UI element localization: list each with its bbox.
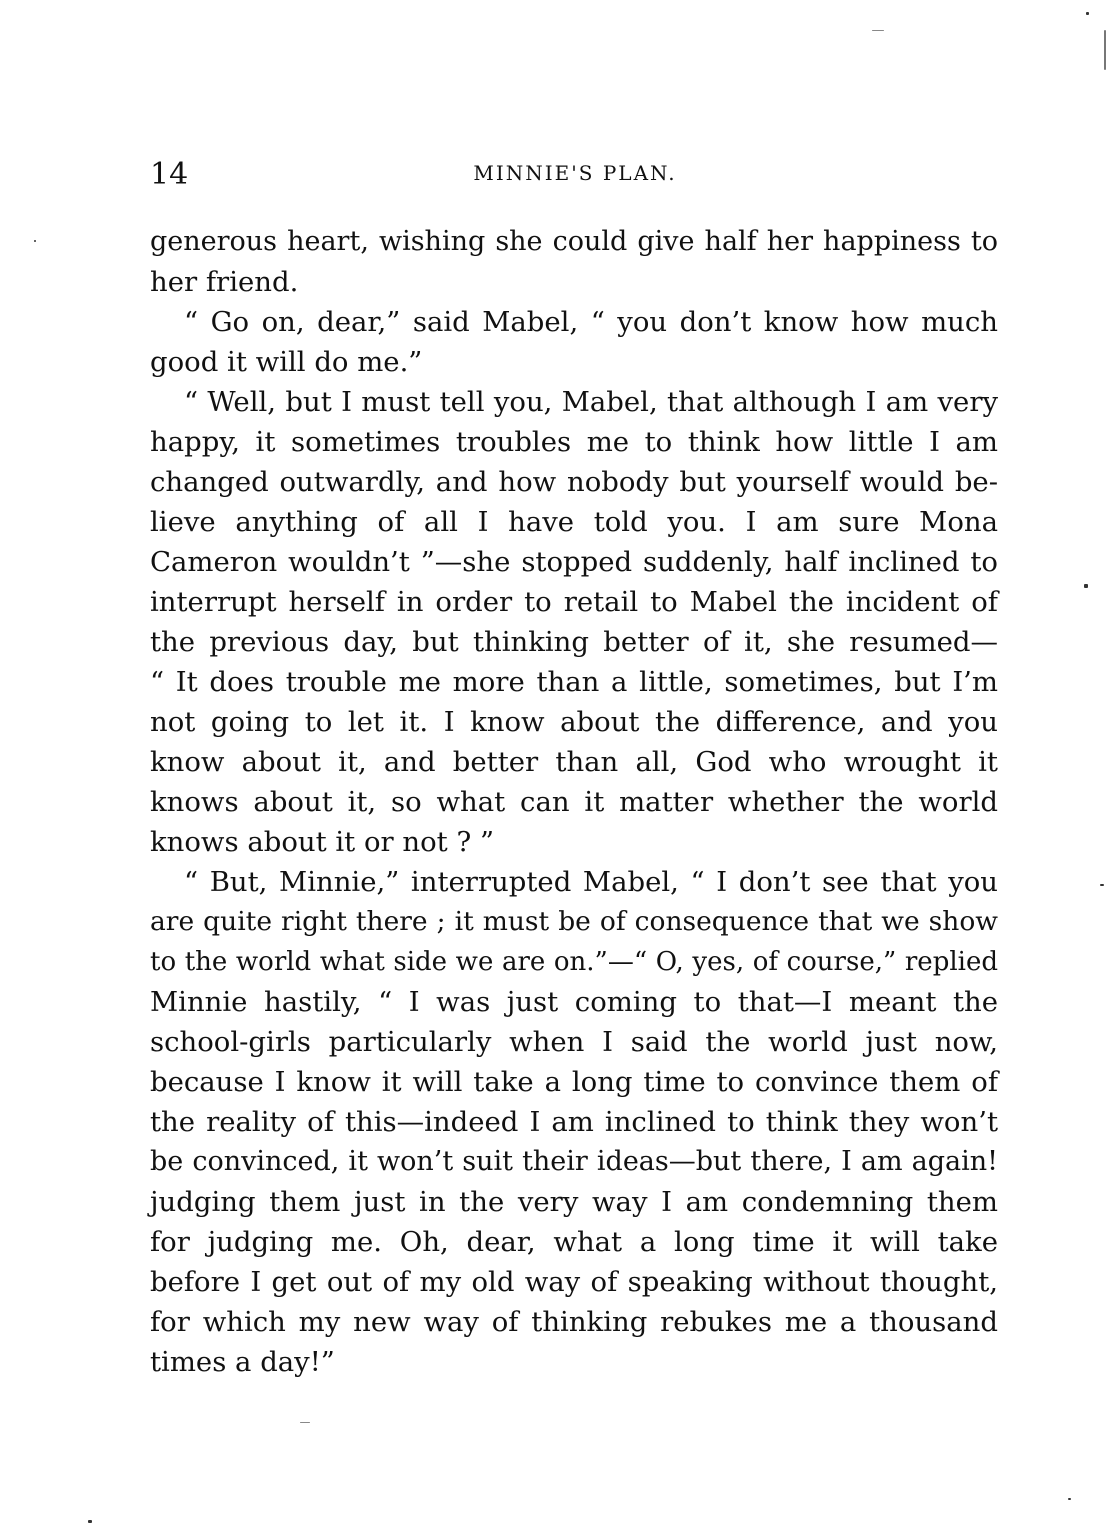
running-title: MINNIE'S PLAN. [473, 161, 677, 185]
text-line: her friend. [150, 266, 299, 298]
text-line: changed outwardly, and how nobody but yourself would be- [150, 466, 998, 498]
text-line: are quite right there ; it must be of consequence that we show [150, 906, 998, 937]
text-line: “ Well, but I must tell you, Mabel, that although I am very [184, 386, 998, 418]
text-line: “ Go on, dear,” said Mabel, “ you don’t know how much [184, 306, 998, 338]
text-line: knows about it, so what can it matter whether the world [150, 786, 998, 818]
text-line: be convinced, it won’t suit their ideas—but there, I am again! [150, 1146, 998, 1177]
scan-speck [34, 240, 36, 242]
text-line: “ It does trouble me more than a little, sometimes, but I’m [150, 666, 998, 698]
text-line: interrupt herself in order to retail to Mabel the incident of [150, 586, 998, 618]
text-line: because I know it will take a long time to convince them of [150, 1066, 998, 1098]
text-line: the previous day, but thinking better of it, she resumed— [150, 626, 998, 658]
text-line: generous heart, wishing she could give half her happiness to [150, 226, 998, 257]
text-line: knows about it or not ? ” [150, 826, 495, 858]
text-line: Cameron wouldn’t ”—she stopped suddenly, half inclined to [150, 546, 998, 578]
scan-speck [872, 30, 884, 31]
scan-speck [1084, 584, 1088, 588]
scan-speck [1104, 30, 1106, 70]
text-line: happy, it sometimes troubles me to think how little I am [150, 426, 998, 458]
text-line: school-girls particularly when I said the world just now, [150, 1026, 998, 1058]
text-line: good it will do me.” [150, 346, 423, 378]
text-line: the reality of this—indeed I am inclined to think they won’t [150, 1106, 998, 1138]
text-line: to the world what side we are on.”—“ O, yes, of course,” replied [150, 947, 998, 977]
text-line: for judging me. Oh, dear, what a long time it will take [150, 1226, 998, 1258]
text-line: “ But, Minnie,” interrupted Mabel, “ I don’t see that you [184, 866, 998, 898]
text-line: lieve anything of all I have told you. I am sure Mona [150, 506, 998, 538]
scan-speck [88, 1520, 92, 1523]
page-number: 14 [150, 157, 189, 192]
text-line: know about it, and better than all, God who wrought it [150, 746, 998, 778]
scan-speck [1086, 12, 1089, 15]
text-line: times a day!” [150, 1346, 335, 1378]
text-line: Minnie hastily, “ I was just coming to that—I meant the [150, 986, 998, 1018]
scan-speck [300, 1422, 310, 1423]
text-line: for which my new way of thinking rebukes me a thousand [150, 1306, 998, 1338]
text-line: not going to let it. I know about the difference, and you [150, 706, 998, 738]
scan-speck [1100, 884, 1104, 886]
running-head [150, 155, 1000, 195]
scan-speck [1068, 1498, 1071, 1500]
text-line: judging them just in the very way I am condemning them [150, 1186, 998, 1218]
body-text [150, 222, 998, 1382]
text-line: before I get out of my old way of speaking without thought, [150, 1266, 998, 1298]
